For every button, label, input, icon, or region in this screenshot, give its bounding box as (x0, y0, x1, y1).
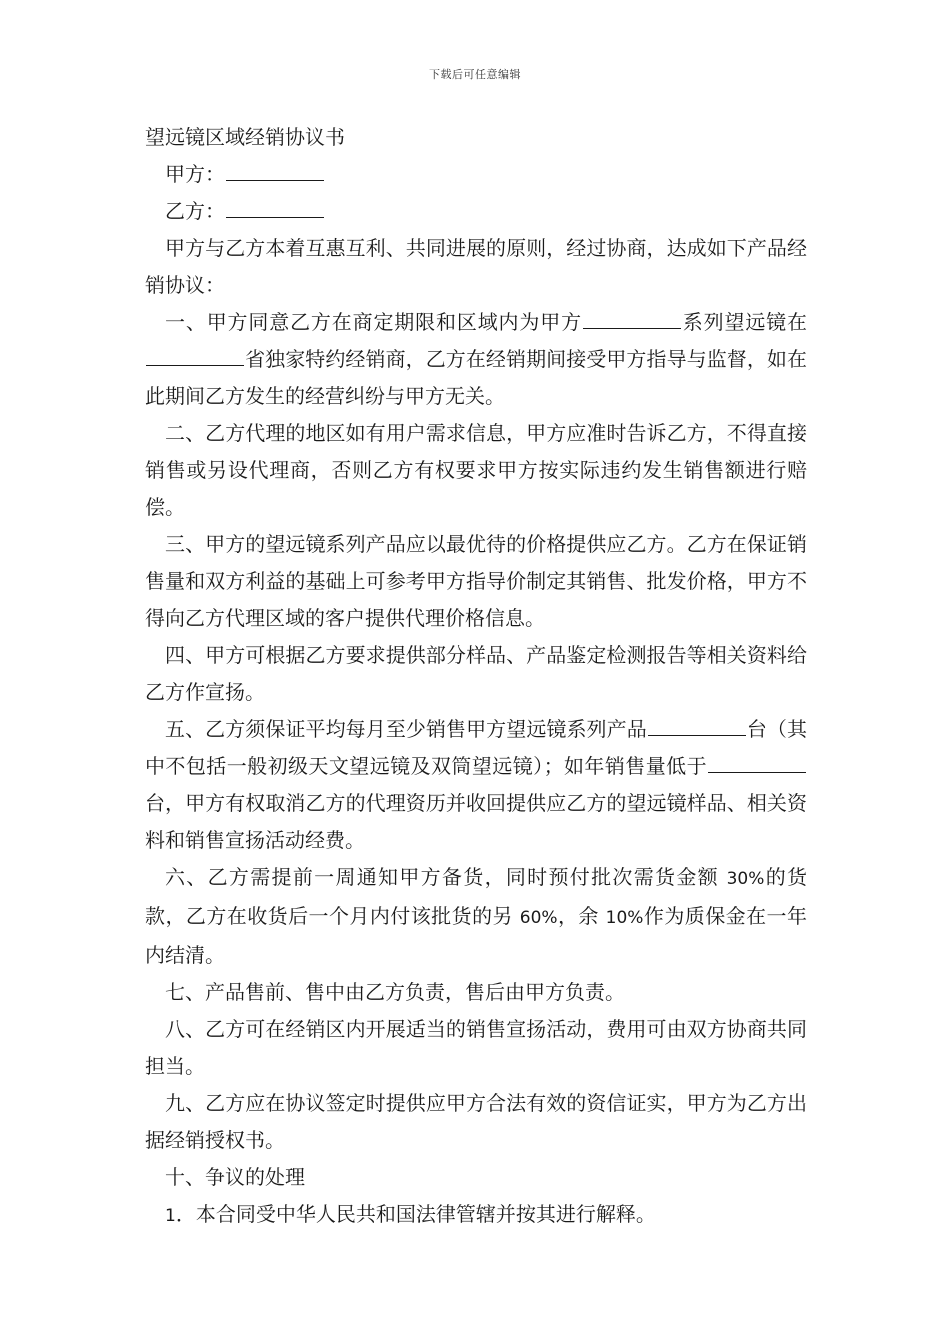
second-payment-percent: 60% (519, 908, 558, 928)
document-title: 望远镜区域经销协议书 (145, 125, 345, 149)
party-a-line (145, 156, 807, 193)
clause-1-text-a: 一、甲方同意乙方在商定期限和区域内为甲方 (165, 310, 582, 334)
clause-1-text-b: 系列望远镜在 (681, 310, 808, 334)
clause-5-text-b: 台（其中不包括一般初级天文望远镜及双筒望远镜）；如年销售量低于 (145, 717, 808, 778)
monthly-quantity-blank (648, 734, 746, 736)
agreement-document (145, 119, 807, 1235)
party-b-label: 乙方： (165, 199, 225, 223)
clause-1-text-c: 省独家特约经销商，乙方在经销期间接受甲方指导与监督，如在此期间乙方发生的经营纠纷与甲方无关。 (145, 347, 807, 408)
clause-5 (145, 711, 807, 859)
party-b-blank (226, 216, 324, 218)
warranty-percent: 10% (605, 908, 644, 928)
clause-6 (145, 859, 807, 974)
clause-5-text-c: 台，甲方有权取消乙方的代理资历并收回提供应乙方的望远镜样品、相关资料和销售宣扬活动经费。 (145, 791, 807, 852)
clause-6-text-c: ，余 (557, 904, 606, 928)
province-blank (146, 364, 244, 366)
sub-clause-1-text: ．本合同受中华人民共和国法律管辖并按其进行解释。 (175, 1202, 656, 1226)
clause-3: 三、甲方的望远镜系列产品应以最优待的价格提供应乙方。乙方在保证销售量和双方利益的基础上可参考甲方指导价制定其销售、批发价格，甲方不得向乙方代理区域的客户提供代理价格信息。 (145, 532, 807, 630)
clause-10-heading: 十、争议的处理 (165, 1165, 305, 1189)
clause-2: 二、乙方代理的地区如有用户需求信息，甲方应准时告诉乙方，不得直接销售或另设代理商，否则乙方有权要求甲方按实际违约发生销售额进行赔偿。 (145, 421, 807, 519)
annual-minimum-blank (708, 771, 806, 773)
intro-paragraph: 甲方与乙方本着互惠互利、共同进展的原则，经过协商，达成如下产品经销协议： (145, 236, 807, 297)
sub-clause-1-number: 1 (165, 1206, 176, 1226)
party-a-blank (226, 179, 324, 181)
party-a-label: 甲方： (165, 162, 225, 186)
clause-1 (145, 304, 807, 415)
sub-clause-1 (145, 1196, 807, 1235)
clause-6-text-b: 的货款，乙方在收货后一个月内付该批货的另 (145, 865, 808, 928)
clause-8: 八、乙方可在经销区内开展适当的销售宣扬活动，费用可由双方协商共同担当。 (145, 1017, 807, 1078)
clause-7: 七、产品售前、售中由乙方负责，售后由甲方负责。 (165, 980, 625, 1004)
party-b-line (145, 193, 807, 230)
clause-6-text-a: 六、乙方需提前一周通知甲方备货，同时预付批次需货金额 (165, 865, 727, 889)
clause-6-text-d: 作为质保金在一年内结清。 (145, 904, 808, 967)
clause-9: 九、乙方应在协议签定时提供应甲方合法有效的资信证实，甲方为乙方出据经销授权书。 (145, 1091, 807, 1152)
prepay-percent: 30% (726, 869, 765, 889)
series-blank (583, 327, 681, 329)
clause-5-text-a: 五、乙方须保证平均每月至少销售甲方望远镜系列产品 (165, 717, 647, 741)
clause-4: 四、甲方可根据乙方要求提供部分样品、产品鉴定检测报告等相关资料给乙方作宣扬。 (145, 643, 807, 704)
page-header: 下载后可任意编辑 (429, 68, 521, 81)
